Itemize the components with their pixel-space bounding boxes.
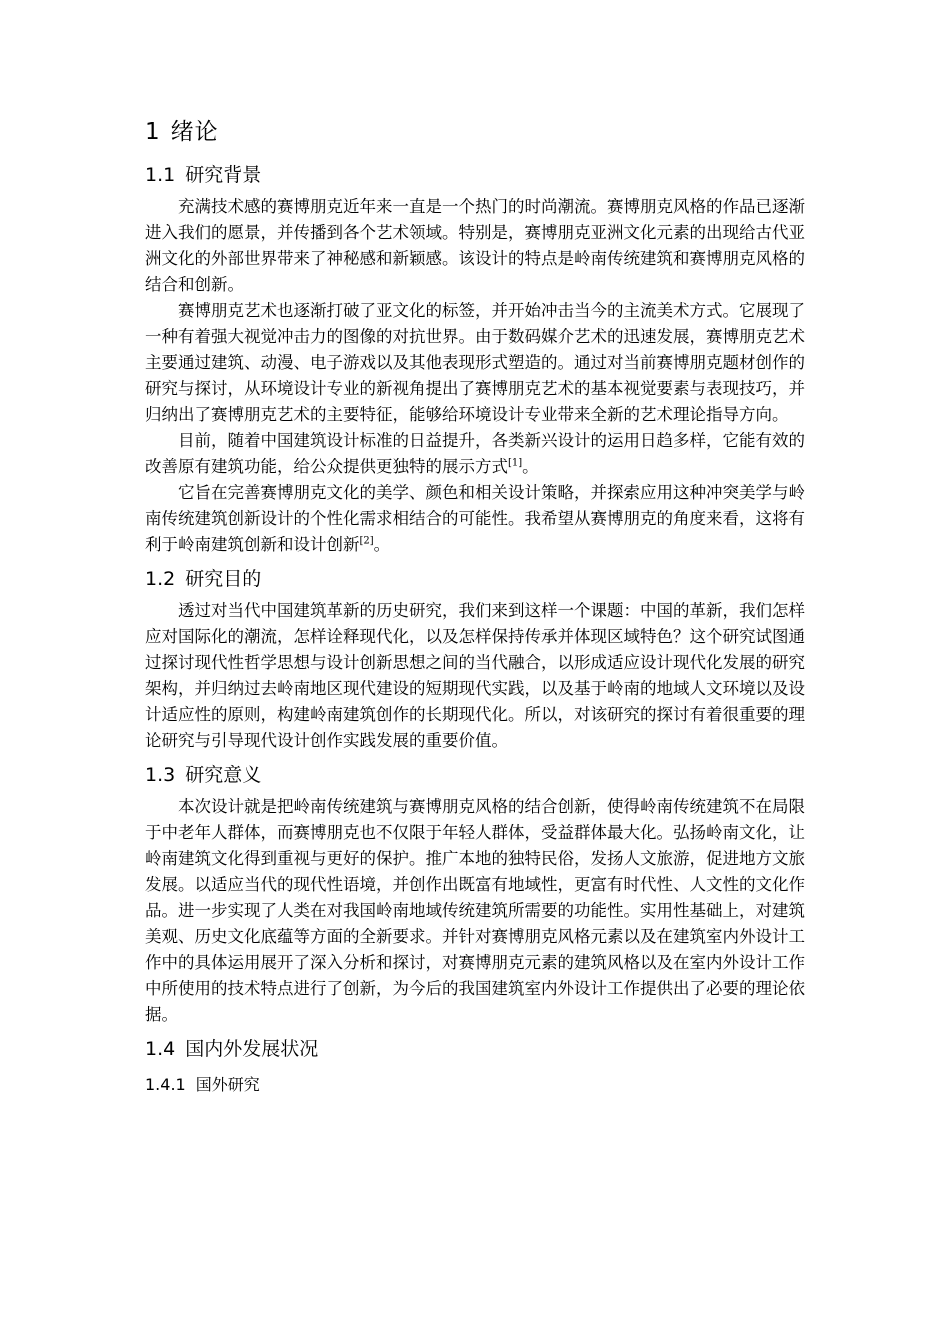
paragraph	[145, 194, 805, 298]
paragraph-text: 赛博朋克艺术也逐渐打破了亚文化的标签，并开始冲击当今的主流美术方式。它展现了一种有着强大视觉冲击力的图像的对抗世界。由于数码媒介艺术的迅速发展，赛博朋克艺术主要通过建筑、动漫、电子游戏以及其他表现形式塑造的。通过对当前赛博朋克题材创作的研究与探讨，从环境设计专业的新视角提出了赛博朋克艺术的基本视觉要素与表现技巧，并归纳出了赛博朋克艺术的主要特征，能够给环境设计专业带来全新的艺术理论指导方向。	[145, 301, 805, 424]
section-title: 研究背景	[185, 164, 262, 186]
paragraph-tail: 。	[522, 457, 539, 476]
section-number: 1.3	[145, 764, 176, 786]
citation-ref: [1]	[508, 457, 523, 469]
paragraph	[145, 428, 805, 480]
paragraph	[145, 598, 805, 754]
paragraph-text: 它旨在完善赛博朋克文化的美学、颜色和相关设计策略，并探索应用这种冲突美学与岭南传统建筑创新设计的个性化需求相结合的可能性。我希望从赛博朋克的角度来看，这将有利于岭南建筑创新和设计创新	[145, 483, 805, 554]
section-number: 1.4	[145, 1038, 176, 1060]
section-heading	[145, 760, 805, 790]
paragraph	[145, 794, 805, 1028]
section-number: 1.2	[145, 568, 176, 590]
section-title: 国内外发展状况	[185, 1038, 319, 1060]
chapter-title: 绪论	[170, 119, 219, 145]
paragraph-text: 目前，随着中国建筑设计标准的日益提升，各类新兴设计的运用日趋多样，它能有效的改善原有建筑功能，给公众提供更独特的展示方式	[145, 431, 805, 476]
paragraph-text: 透过对当代中国建筑革新的历史研究，我们来到这样一个课题：中国的革新，我们怎样应对国际化的潮流，怎样诠释现代化，以及怎样保持传承并体现区域特色？这个研究试图通过探讨现代性哲学思想与设计创新思想之间的当代融合，以形成适应设计现代化发展的研究架构，并归纳过去岭南地区现代建设的短期现代实践，以及基于岭南的地域人文环境以及设计适应性的原则，构建岭南建筑创作的长期现代化。所以，对该研究的探讨有着很重要的理论研究与引导现代设计创作实践发展的重要价值。	[145, 601, 805, 750]
paragraph	[145, 480, 805, 558]
section-number: 1.1	[145, 164, 176, 186]
chapter-number: 1	[145, 119, 161, 145]
paragraph-text: 充满技术感的赛博朋克近年来一直是一个热门的时尚潮流。赛博朋克风格的作品已逐渐进入我们的愿景，并传播到各个艺术领域。特别是，赛博朋克亚洲文化元素的出现给古代亚洲文化的外部世界带来了神秘感和新颖感。该设计的特点是岭南传统建筑和赛博朋克风格的结合和创新。	[145, 197, 805, 294]
subsection-title: 国外研究	[195, 1075, 260, 1094]
section-heading	[145, 1034, 805, 1064]
citation-ref: [2]	[359, 535, 374, 547]
paragraph	[145, 298, 805, 428]
section-title: 研究目的	[185, 568, 262, 590]
section-title: 研究意义	[185, 764, 262, 786]
section-heading	[145, 160, 805, 190]
subsection-heading	[145, 1072, 805, 1098]
paragraph-tail: 。	[373, 535, 391, 554]
chapter-heading	[145, 112, 805, 152]
section-heading	[145, 564, 805, 594]
subsection-number: 1.4.1	[145, 1075, 186, 1094]
document-page	[145, 112, 805, 1098]
paragraph-text: 本次设计就是把岭南传统建筑与赛博朋克风格的结合创新，使得岭南传统建筑不在局限于中老年人群体，而赛博朋克也不仅限于年轻人群体，受益群体最大化。弘扬岭南文化，让岭南建筑文化得到重视与更好的保护。推广本地的独特民俗，发扬人文旅游，促进地方文旅发展。以适应当代的现代性语境，并创作出既富有地域性，更富有时代性、人文性的文化作品。进一步实现了人类在对我国岭南地域传统建筑所需要的功能性。实用性基础上，对建筑美观、历史文化底蕴等方面的全新要求。并针对赛博朋克风格元素以及在建筑室内外设计工作中的具体运用展开了深入分析和探讨，对赛博朋克元素的建筑风格以及在室内外设计工作中所使用的技术特点进行了创新，为今后的我国建筑室内外设计工作提供出了必要的理论依据。	[145, 797, 805, 1024]
